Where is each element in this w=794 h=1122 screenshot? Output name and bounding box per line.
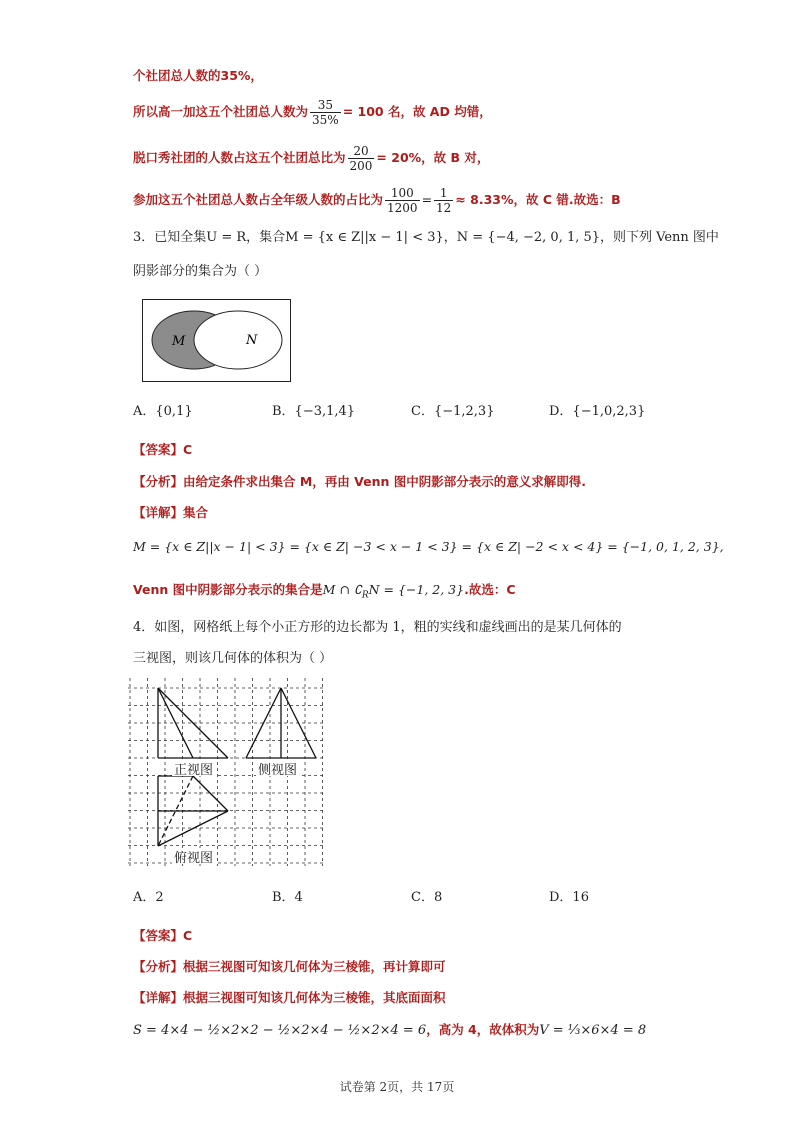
fraction: $\frac{1}{12}$ [436, 186, 452, 215]
fraction: $\frac{20}{200}$ [349, 144, 373, 173]
q4-option-b: B．4 [272, 890, 303, 905]
page-footer: 试卷第 2页，共 17页 [339, 1080, 455, 1094]
q4-text-line-2: 三视图，则该几何体的体积为（ ） [133, 651, 333, 666]
label-top-view: 俯视图 [174, 851, 214, 866]
q3-detail-math: M = {x ∈ Z||x − 1| < 3} = {x ∈ Z| −3 < x − 1 < 3} = {x ∈ Z| −2 < x < 4} = {−1, 0, 1, 2, 3}, [133, 539, 724, 554]
q4-detail: 【详解】根据三视图可知该几何体为三棱锥，其底面面积 [133, 990, 446, 1005]
q3-option-b: B．{−3,1,4} [272, 404, 356, 419]
q3-option-a: A．{0,1} [133, 404, 193, 419]
solution-line-3: 脱口秀社团的人数占这五个社团总比为 $\frac{20}{200}$ = 20%，故 B 对， [133, 144, 490, 173]
venn-label-m: M [172, 334, 186, 349]
q3-option-c: C．{−1,2,3} [411, 404, 495, 419]
venn-set-n [194, 311, 282, 369]
q4-answer: 【答案】C [133, 928, 193, 943]
q3-option-d: D．{−1,0,2,3} [549, 404, 646, 419]
q3-answer: 【答案】C [133, 442, 193, 457]
fraction: $\frac{100}{1200}$ [387, 186, 418, 215]
q3-text-line-2: 阴影部分的集合为（ ） [133, 264, 268, 279]
q4-analysis: 【分析】根据三视图可知该几何体为三棱锥，再计算即可 [133, 959, 446, 974]
venn-label-n: N [246, 333, 258, 348]
solution-line-1: 个社团总人数的35%， [133, 68, 263, 83]
label-front-view: 正视图 [174, 763, 214, 778]
q4-option-c: C．8 [411, 890, 443, 905]
q4-text-line-1: 4．如图，网格纸上每个小正方形的边长都为 1，粗的实线和虚线画出的是某几何体的 [133, 620, 622, 635]
solution-line-2: 所以高一加这五个社团总人数为 $\frac{35}{35\%}$ = 100 名，故 AD 均错， [133, 98, 492, 127]
q3-conclusion: Venn 图中阴影部分表示的集合是M ∩ $∁_RN = \{-1$, 2, 3}.故选：C [133, 582, 516, 601]
q3-text-line-1: 3．已知全集U = R，集合M = {x ∈ Z||x − 1| < 3}，N = {−4, −2, 0, 1, 5}，则下列 Venn 图中 [133, 230, 719, 245]
q4-option-a: A．2 [133, 890, 164, 905]
q3-analysis: 【分析】由给定条件求出集合 M，再由 Venn 图中阴影部分表示的意义求解即得. [133, 474, 587, 489]
q4-calculation: S = 4×4 − ½×2×2 − ½×2×4 − ½×2×4 = 6，高为 4，故体积为V = ⅓×6×4 = 8 [133, 1022, 647, 1038]
venn-diagram [142, 299, 292, 383]
q3-detail-title: 【详解】集合 [133, 505, 209, 520]
solution-line-4: 参加这五个社团总人数占全年级人数的占比为 $\frac{100}{1200}$ = $\frac{1}{12}$ ≈ 8.33%，故 C 错.故选：B [133, 186, 621, 215]
q4-option-d: D．16 [549, 890, 589, 905]
three-view-figure [128, 678, 328, 868]
fraction: $\frac{35}{35\%}$ [312, 98, 339, 127]
label-side-view: 侧视图 [258, 763, 298, 778]
